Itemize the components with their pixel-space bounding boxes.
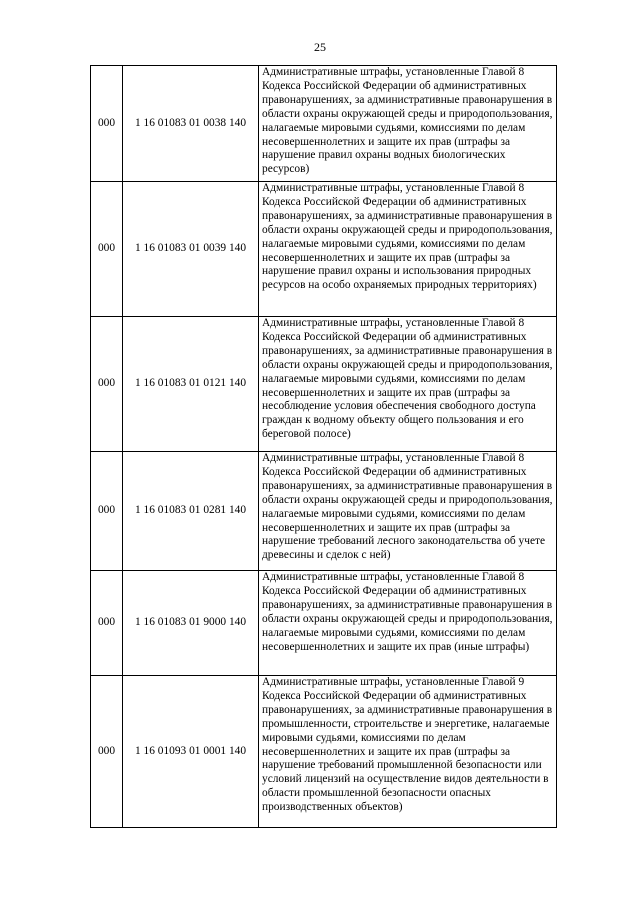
admin-code-cell: 000 (91, 317, 123, 452)
table-row (91, 452, 557, 571)
kbk-code-cell: 1 16 01083 01 9000 140 (123, 571, 259, 676)
table-row (91, 182, 557, 317)
admin-code-cell: 000 (91, 676, 123, 828)
table-row (91, 317, 557, 452)
description-cell: Административные штрафы, установленные Главой 8 Кодекса Российской Федерации об административных правонарушениях, за административные правонарушения в области охраны окружающей среды и природопользования, налагаемые мировыми судьями, комиссиями по делам несовершеннолетних и защите их прав (штрафы за нарушение требований лесного законодательства об учете древесины и сделок с ней) (259, 452, 557, 571)
fee-classification-table (90, 65, 557, 828)
description-cell: Административные штрафы, установленные Главой 9 Кодекса Российской Федерации об административных правонарушениях, за административные правонарушения в промышленности, строительстве и энергетике, налагаемые мировыми судьями, комиссиями по делам несовершеннолетних и защите их прав (штрафы за нарушение требований промышленной безопасности или условий лицензий на осуществление видов деятельности в области промышленной безопасности опасных производственных объектов) (259, 676, 557, 828)
description-cell: Административные штрафы, установленные Главой 8 Кодекса Российской Федерации об административных правонарушениях, за административные правонарушения в области охраны окружающей среды и природопользования, налагаемые мировыми судьями, комиссиями по делам несовершеннолетних и защите их прав (штрафы за нарушение правил охраны и использования природных ресурсов на особо охраняемых природных территориях) (259, 182, 557, 317)
admin-code-cell: 000 (91, 66, 123, 182)
admin-code-cell: 000 (91, 182, 123, 317)
kbk-code-cell: 1 16 01093 01 0001 140 (123, 676, 259, 828)
admin-code-cell: 000 (91, 571, 123, 676)
admin-code-cell: 000 (91, 452, 123, 571)
page-number: 25 (314, 40, 326, 54)
description-cell: Административные штрафы, установленные Главой 8 Кодекса Российской Федерации об административных правонарушениях, за административные правонарушения в области охраны окружающей среды и природопользования, налагаемые мировыми судьями, комиссиями по делам несовершеннолетних и защите их прав (штрафы за нарушение правил охраны водных биологических ресурсов) (259, 66, 557, 182)
description-cell: Административные штрафы, установленные Главой 8 Кодекса Российской Федерации об административных правонарушениях, за административные правонарушения в области охраны окружающей среды и природопользования, налагаемые мировыми судьями, комиссиями по делам несовершеннолетних и защите их прав (иные штрафы) (259, 571, 557, 676)
kbk-code-cell: 1 16 01083 01 0038 140 (123, 66, 259, 182)
kbk-code-cell: 1 16 01083 01 0121 140 (123, 317, 259, 452)
table-row (91, 676, 557, 828)
table-row (91, 66, 557, 182)
table-row (91, 571, 557, 676)
kbk-code-cell: 1 16 01083 01 0039 140 (123, 182, 259, 317)
kbk-code-cell: 1 16 01083 01 0281 140 (123, 452, 259, 571)
description-cell: Административные штрафы, установленные Главой 8 Кодекса Российской Федерации об административных правонарушениях, за административные правонарушения в области охраны окружающей среды и природопользования, налагаемые мировыми судьями, комиссиями по делам несовершеннолетних и защите их прав (штрафы за несоблюдение условия обеспечения свободного доступа граждан к водному объекту общего пользования и его береговой полосе) (259, 317, 557, 452)
